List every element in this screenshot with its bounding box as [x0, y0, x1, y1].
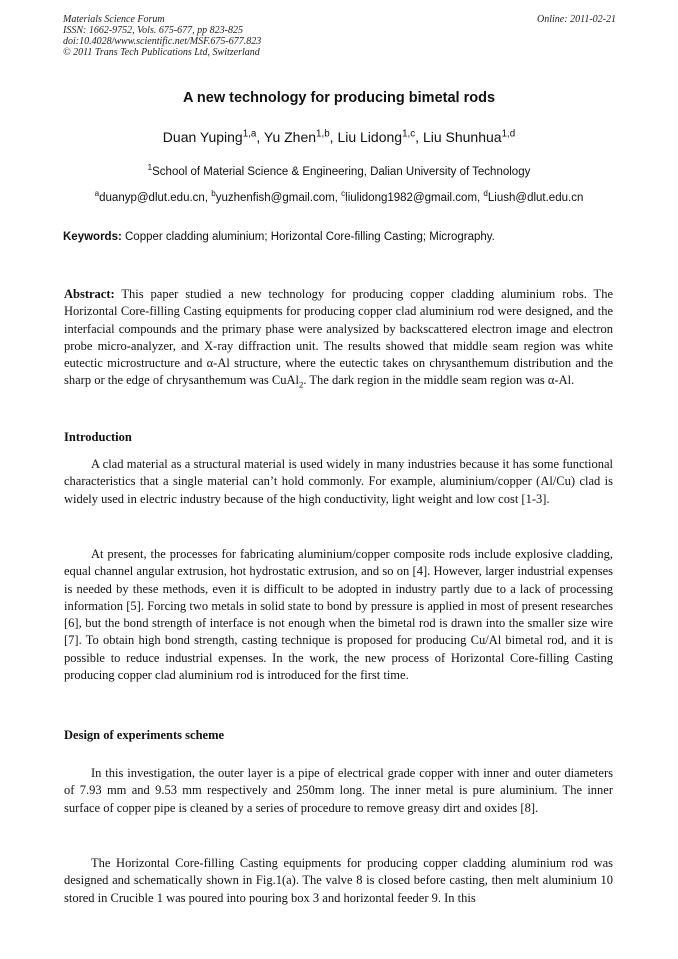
abstract: [64, 286, 613, 390]
design-paragraph-1: [64, 765, 613, 817]
author-sup: 1,a: [242, 128, 257, 140]
paragraph-text: At present, the processes for fabricating aluminium/copper composite rods include explosive cladding, equal channel angular extrusion, hot hydrostatic extrusion, and so on [4]. However, larger industrial expenses is needed by these methods, even it is difficult to be adopted in industry partly due to a lack of processing information [5]. Forcing two metals in solid state to bond by pressure is applied in most of present researches [6], but the bond strength of interface is not enough when the bimetal rod is drawn into the smaller size wire [7]. To obtain high bond strength, casting technique is proposed for producing Cu/Al bimetal rod, and it is possible to reduce industrial expenses. In the work, the new process of Horizontal Core-filling Casting producing copper clad aluminium rod is introduced for the first time.: [64, 547, 613, 683]
author-name: Yu Zhen: [263, 129, 317, 145]
email-address[interactable]: Liush@dlut.edu.cn: [487, 192, 584, 204]
copyright-line: © 2011 Trans Tech Publications Ltd, Switzerland: [63, 47, 260, 58]
email-sup: c: [341, 189, 346, 199]
subscript: 2: [299, 379, 304, 390]
author-sup: 1,c: [402, 128, 416, 140]
affiliation: [0, 163, 678, 178]
section-heading-introduction: Introduction: [64, 430, 132, 444]
author-name: Liu Lidong: [337, 129, 403, 145]
paragraph-text: A clad material as a structural material is used widely in many industries because it has some functional characteristics that a single material can’t hold commonly. For example, aluminium/copper (Al/Cu) clad is widely used in electric industry because of the high conductivity, light weight and low cost [1-3].: [64, 457, 613, 506]
affiliation-sup: 1: [147, 163, 153, 173]
intro-paragraph-2: [64, 546, 613, 684]
design-paragraph-2: [64, 855, 613, 907]
paragraph-text: In this investigation, the outer layer is a pipe of electrical grade copper with inner and outer diameters of 7.93 mm and 9.53 mm respectively and 250mm long. The inner metal is pure aluminium. The inner surface of copper pipe is cleaned by a series of procedure to remove greasy dirt and oxides [8].: [64, 766, 613, 815]
abstract-label: Abstract:: [64, 287, 115, 301]
keywords: [63, 231, 616, 243]
online-date: Online: 2011-02-21: [537, 14, 616, 25]
author-name: Duan Yuping: [162, 129, 243, 145]
email-sup: d: [483, 189, 488, 199]
affiliation-text: School of Material Science & Engineering, Dalian University of Technology: [152, 166, 531, 178]
abstract-text: -Al structure, where the eutectic takes on chrysanthemum distribution and the sharp or the edge of chrysanthemum was CuAl: [64, 356, 613, 388]
abstract-text: -Al.: [554, 373, 575, 388]
alpha-symbol: α: [206, 356, 214, 371]
keywords-text: Copper cladding aluminium; Horizontal Core-filling Casting; Micrography.: [125, 231, 495, 243]
email-sup: a: [94, 189, 100, 199]
email-address[interactable]: liulidong1982@gmail.com: [345, 192, 478, 204]
paragraph-text: The Horizontal Core-filling Casting equipments for producing copper cladding aluminium rod was designed and schematically shown in Fig.1(a). The valve 8 is closed before casting, then melt aluminium 10 stored in Crucible 1 was poured into pouring box 3 and horizontal feeder 9. In this: [64, 856, 613, 905]
section-heading-design: Design of experiments scheme: [64, 728, 225, 742]
abstract-text: . The dark region in the middle seam region was: [303, 373, 548, 388]
running-header: [63, 14, 616, 58]
journal-name: Materials Science Forum: [63, 14, 165, 25]
email-address[interactable]: duanyp@dlut.edu.cn: [99, 192, 205, 204]
abstract-text: This paper studied a new technology for producing copper cladding aluminium robs. The Horizontal Core-filling Casting equipments for producing copper clad aluminium rod were designed, and the interfacial compounds and the primary phase were analysized by backscattered electron image and electron probe micro-analyzer, and X-ray diffraction unit. The results showed that middle seam region was white eutectic microstructure and: [64, 287, 613, 371]
paper-title: A new technology for producing bimetal rods: [182, 90, 496, 106]
keywords-label: Keywords:: [63, 231, 122, 243]
author-list: Duan Yuping$^{1,a}$, Yu Zhen$^{1,b}$, Liu Lidong$^{1,c}$, Liu Shunhua$^{1,d}$: [162, 128, 516, 145]
author-name: Liu Shunhua: [422, 129, 502, 145]
alpha-symbol: α: [547, 373, 555, 388]
email-sup: b: [211, 189, 216, 199]
email-address[interactable]: yuzhenfish@gmail.com: [215, 192, 335, 204]
intro-paragraph-1: [64, 456, 613, 508]
author-sup: 1,d: [501, 128, 516, 140]
doi-line: doi:10.4028/www.scientific.net/MSF.675-677.823: [63, 36, 262, 47]
email-list: $^a$duanyp@dlut.edu.cn, $^b$yuzhenfish@gmail.com, $^c$liulidong1982@gmail.com, $^d$Liush@dlut.edu.cn: [94, 189, 584, 204]
issn-line: ISSN: 1662-9752, Vols. 675-677, pp 823-825: [63, 25, 243, 36]
author-sup: 1,b: [316, 128, 330, 140]
